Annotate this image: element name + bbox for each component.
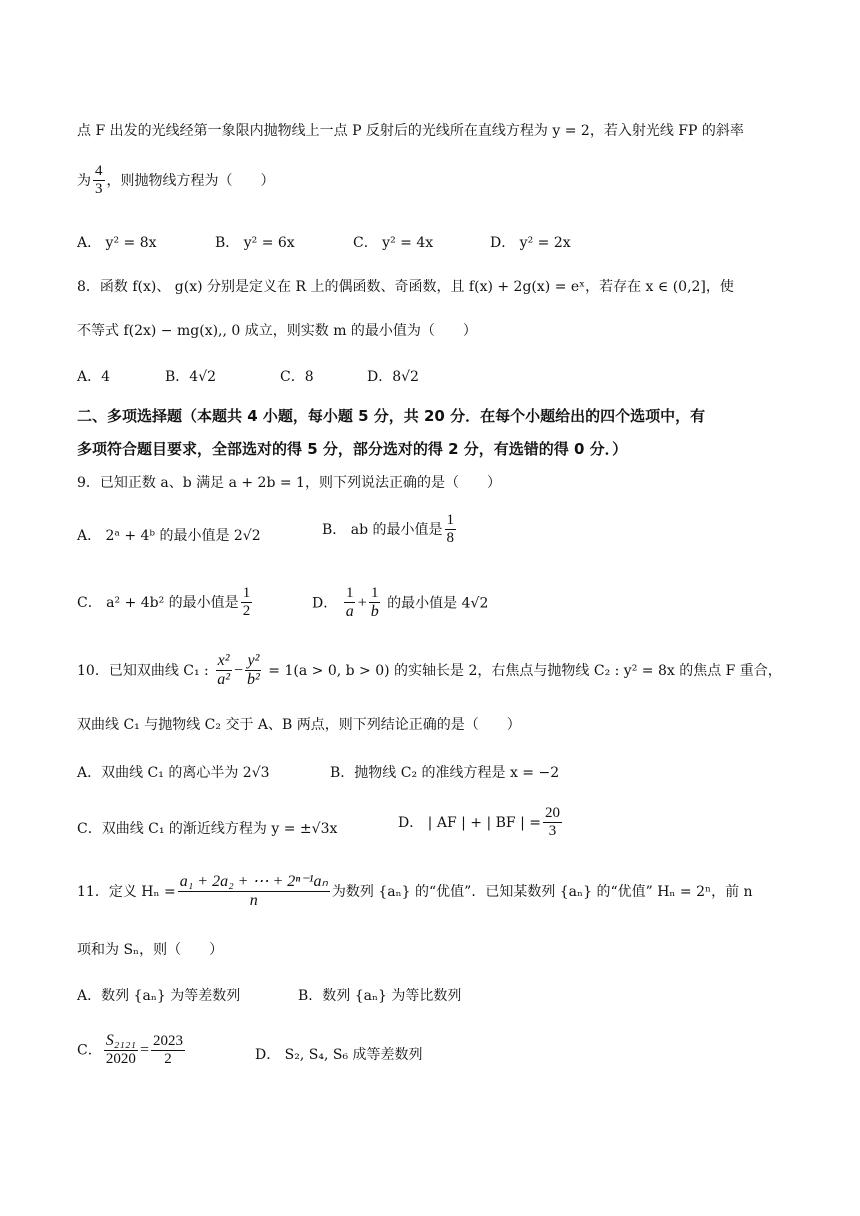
q7-slope-fraction: $\frac{4}{3}$ bbox=[95, 163, 103, 198]
q11-option-c[interactable]: C． $\frac{\text{S₂₁₂₁}}{2020}$ = $\frac{2023}{2}$ bbox=[77, 1032, 183, 1068]
q11-stem-line2: 项和为 Sₙ，则（ ） bbox=[77, 942, 224, 958]
q11-option-d[interactable]: D． S₂, S₄, S₆ 成等差数列 bbox=[255, 1047, 423, 1063]
q8-option-c[interactable]: C．8 bbox=[280, 369, 314, 385]
q7-option-d[interactable]: D． y² = 2x bbox=[490, 235, 571, 251]
q7-option-b[interactable]: B． y² = 6x bbox=[215, 235, 295, 251]
q10-stem-line2: 双曲线 C₁ 与抛物线 C₂ 交于 A、B 两点，则下列结论正确的是（ ） bbox=[77, 717, 521, 733]
q9-option-b[interactable]: B． ab 的最小值是 $\frac{1}{8}$ bbox=[322, 512, 454, 547]
q10-option-d[interactable]: D． | AF | + | BF | = $\frac{20}{3}$ bbox=[398, 805, 560, 840]
q10-stem-line1: 10．已知双曲线 C₁ : $\frac{\text{x²}}{\text{a²}}$ − $\frac{\text{y²}}{\text{b²}}$ = 1(a > 0, b > 0) 的实轴长是 2，右焦点与抛物线 C₂ : y² = 8x 的焦点 F 重合， bbox=[77, 652, 782, 689]
section-heading-line1: 二、多项选择题（本题共 4 小题，每小题 5 分，共 20 分．在每个小题给出的四个选项中，有 bbox=[77, 407, 706, 425]
q7-stem-line2: 为 $\frac{4}{3}$ ，则抛物线方程为（ ） bbox=[77, 163, 275, 198]
q11-stem-line1: 11．定义 Hₙ = $\frac{\text{a₁ + 2a₂ + ⋯ + 2ⁿ⁻¹aₙ}}{n}$ 为数列 {aₙ} 的“优值”．已知某数列 {aₙ} 的“优值” Hₙ = 2ⁿ，前 n bbox=[77, 873, 753, 910]
q7-stem-line1: 点 F 出发的光线经第一象限内抛物线上一点 P 反射后的光线所在直线方程为 y = 2，若入射光线 FP 的斜率 bbox=[77, 123, 744, 139]
q7-option-c[interactable]: C． y² = 4x bbox=[353, 235, 434, 251]
q8-option-a[interactable]: A．4 bbox=[77, 369, 111, 385]
q9-option-c[interactable]: C． a² + 4b² 的最小值是 $\frac{1}{2}$ bbox=[77, 585, 251, 620]
q11-option-b[interactable]: B．数列 {aₙ} 为等比数列 bbox=[298, 988, 462, 1004]
q9-option-a[interactable]: A． 2ᵃ + 4ᵇ 的最小值是 2√2 bbox=[77, 528, 261, 544]
q9-option-d[interactable]: D． $\frac{1}{a}$ + $\frac{1}{b}$ 的最小值是 4√2 bbox=[312, 585, 489, 621]
q11-definition-fraction: $\frac{\text{a₁ + 2a₂ + ⋯ + 2ⁿ⁻¹aₙ}}{n}$ bbox=[179, 873, 328, 910]
q10-option-c[interactable]: C．双曲线 C₁ 的渐近线方程为 y = ±√3x bbox=[77, 821, 338, 837]
q8-option-d[interactable]: D．8√2 bbox=[367, 369, 419, 385]
q11-option-a[interactable]: A．数列 {aₙ} 为等差数列 bbox=[77, 988, 241, 1004]
section-heading-line2: 多项符合题目要求，全部选对的得 5 分，部分选对的得 2 分，有选错的得 0 分．） bbox=[77, 440, 628, 458]
q10-option-a[interactable]: A．双曲线 C₁ 的离心半为 2√3 bbox=[77, 765, 270, 781]
q8-stem-line2: 不等式 f(2x) − mg(x),, 0 成立，则实数 m 的最小值为（ ） bbox=[77, 323, 477, 339]
q10-option-b[interactable]: B．抛物线 C₂ 的准线方程是 x = −2 bbox=[330, 765, 560, 781]
q8-stem-line1: 8．函数 f(x)、 g(x) 分别是定义在 R 上的偶函数、奇函数，且 f(x) + 2g(x) = eˣ，若存在 x ∈ (0,2]，使 bbox=[77, 279, 734, 295]
q9-stem: 9．已知正数 a、b 满足 a + 2b = 1，则下列说法正确的是（ ） bbox=[77, 475, 501, 491]
q7-option-a[interactable]: A． y² = 8x bbox=[77, 235, 157, 251]
q8-option-b[interactable]: B．4√2 bbox=[165, 369, 217, 385]
